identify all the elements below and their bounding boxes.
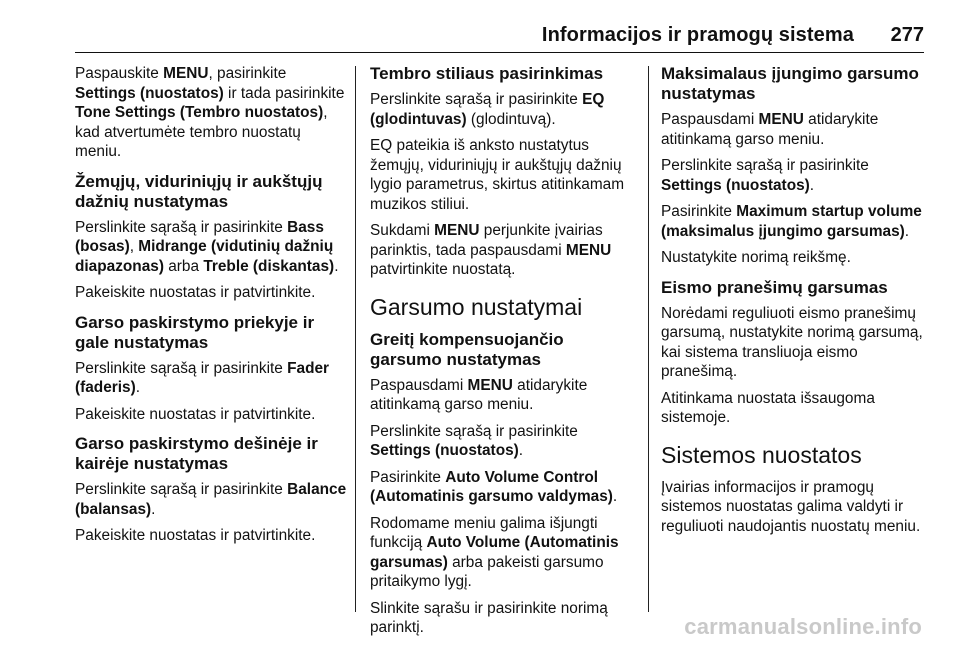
paragraph: Įvairias informacijos ir pramogų sistemos nuostatas galima valdyti ir reguliuoti naudojantis nuostatų meniu. bbox=[661, 478, 921, 535]
column-divider-2 bbox=[648, 66, 649, 612]
paragraph: Perslinkite sąrašą ir pasirinkite Bass (bosas), Midrange (vidutinių dažnių diapazonas) arba Treble (diskantas). bbox=[75, 218, 339, 275]
paragraph: Norėdami reguliuoti eismo pranešimų garsumą, nustatykite norimą garsumą, kai sistema transliuoja eismo pranešimą. bbox=[661, 304, 923, 380]
column-1 bbox=[75, 64, 347, 553]
heading-max-startup-volume: Maksimalaus įjungimo garsumo nustatymas bbox=[661, 64, 919, 103]
section-heading-system-settings: Sistemos nuostatos bbox=[661, 441, 862, 468]
heading-balance: Garso paskirstymo dešinėje ir kairėje nustatymas bbox=[75, 434, 318, 473]
paragraph: Perslinkite sąrašą ir pasirinkite EQ (glodintuvas) (glodintuvą). bbox=[370, 91, 605, 128]
header-rule bbox=[75, 52, 924, 53]
paragraph: Atitinkama nuostata išsaugoma sistemoje. bbox=[661, 389, 875, 426]
paragraph: Perslinkite sąrašą ir pasirinkite Fader (faderis). bbox=[75, 359, 330, 396]
paragraph: Perslinkite sąrašą ir pasirinkite Balance (balansas). bbox=[75, 481, 347, 518]
intro-paragraph: Paspauskite MENU, pasirinkite Settings (nuostatos) ir tada pasirinkite Tone Settings (Tembro nuostatos), kad atvertumėte tembro nuostatų meniu. bbox=[75, 65, 345, 160]
heading-bass-mid-treble: Žemųjų, viduriniųjų ir aukštųjų dažnių nustatymas bbox=[75, 171, 323, 211]
page-header bbox=[0, 0, 960, 56]
page-number: 277 bbox=[890, 24, 924, 46]
paragraph: Pasirinkite Auto Volume Control (Automatinis garsumo valdymas). bbox=[370, 468, 618, 505]
paragraph: Paspausdami MENU atidarykite atitinkamą garso meniu. bbox=[661, 111, 879, 148]
paragraph: Pasirinkite Maximum startup volume (maksimalus įjungimo garsumas). bbox=[661, 203, 922, 240]
column-divider-1 bbox=[355, 66, 356, 612]
heading-traffic-volume: Eismo pranešimų garsumas bbox=[661, 277, 888, 297]
paragraph: Perslinkite sąrašą ir pasirinkite Settings (nuostatos). bbox=[370, 422, 578, 459]
paragraph: Sukdami MENU perjunkite įvairias parinktis, tada paspausdami MENU patvirtinkite nuostatą. bbox=[370, 222, 612, 278]
paragraph: Pakeiskite nuostatas ir patvirtinkite. bbox=[75, 527, 316, 544]
paragraph: Nustatykite norimą reikšmę. bbox=[661, 249, 851, 266]
column-2 bbox=[370, 64, 634, 645]
paragraph: Rodomame meniu galima išjungti funkciją Auto Volume (Automatinis garsumas) arba pakeisti garsumo pritaikymo lygį. bbox=[370, 514, 619, 590]
heading-fader: Garso paskirstymo priekyje ir gale nustatymas bbox=[75, 312, 315, 352]
running-title: Informacijos ir pramogų sistema bbox=[541, 24, 854, 46]
paragraph: Pakeiskite nuostatas ir patvirtinkite. bbox=[75, 284, 316, 301]
paragraph: EQ pateikia iš anksto nustatytus žemųjų, viduriniųjų ir aukštųjų dažnių lygio parametrus, skirtus atitinkamam muzikos stiliui. bbox=[370, 137, 625, 213]
paragraph: Paspausdami MENU atidarykite atitinkamą garso meniu. bbox=[370, 376, 588, 413]
paragraph: Perslinkite sąrašą ir pasirinkite Settings (nuostatos). bbox=[661, 157, 869, 194]
paragraph: Slinkite sąrašu ir pasirinkite norimą parinktį. bbox=[370, 599, 608, 636]
column-3 bbox=[661, 64, 927, 543]
heading-eq: Tembro stiliaus pasirinkimas bbox=[370, 64, 604, 83]
paragraph: Pakeiskite nuostatas ir patvirtinkite. bbox=[75, 405, 316, 423]
watermark: carmanualsonline.info bbox=[684, 614, 922, 639]
section-heading-volume: Garsumo nustatymai bbox=[370, 293, 583, 320]
heading-speed-volume: Greitį kompensuojančio garsumo nustatymas bbox=[370, 329, 564, 369]
